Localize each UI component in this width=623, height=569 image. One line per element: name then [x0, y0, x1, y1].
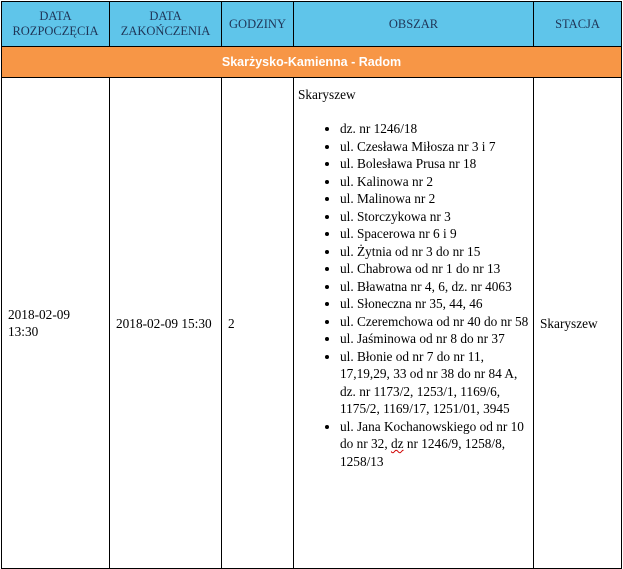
- station-cell: Skaryszew: [534, 78, 622, 569]
- hours-cell: 2: [222, 78, 294, 569]
- end-date-cell: 2018-02-09 15:30: [110, 78, 222, 569]
- street-text-before: ul. Jana Kochanowskiego od nr 10 do nr 32,: [340, 418, 524, 451]
- list-item: • ul. Czeremchowa od nr 40 do nr 58: [340, 313, 529, 331]
- list-item: • ul. Storczykowa nr 3: [340, 208, 529, 226]
- start-date-cell: 2018-02-09 13:30: [2, 78, 110, 569]
- area-cell: [294, 78, 534, 569]
- list-item: • ul. Bławatna nr 4, 6, dz. nr 4063: [340, 278, 529, 296]
- list-item: • ul. Spacerowa nr 6 i 9: [340, 225, 529, 243]
- list-item: • ul. Błonie od nr 7 do nr 11, 17,19,29, 33 od nr 38 do nr 84 A, dz. nr 1173/2, 1253/1, 1169/6, 1175/2, 1169/17, 1251/01, 3945: [340, 348, 529, 418]
- header-start-date: DATA ROZPOCZĘCIA: [2, 2, 110, 47]
- header-row: [2, 2, 622, 47]
- header-end-date: DATA ZAKOŃCZENIA: [110, 2, 222, 47]
- header-station: STACJA: [534, 2, 622, 47]
- list-item: • ul. Bolesława Prusa nr 18: [340, 155, 529, 173]
- list-item: • ul. Słoneczna nr 35, 44, 46: [340, 295, 529, 313]
- list-item: • ul. Kalinowa nr 2: [340, 173, 529, 191]
- street-list: [298, 120, 529, 470]
- area-title: Skaryszew: [298, 87, 356, 102]
- header-hours: GODZINY: [222, 2, 294, 47]
- header-area: OBSZAR: [294, 2, 534, 47]
- list-item: • ul. Jaśminowa od nr 8 do nr 37: [340, 330, 529, 348]
- table-row: [2, 78, 622, 569]
- list-item: [340, 418, 529, 471]
- list-item: • dz. nr 1246/18: [340, 120, 529, 138]
- list-item: • ul. Chabrowa od nr 1 do nr 13: [340, 260, 529, 278]
- list-item: • ul. Malinowa nr 2: [340, 190, 529, 208]
- misspelled-word: dz: [390, 436, 404, 451]
- section-row: [2, 47, 622, 78]
- schedule-table: [1, 1, 622, 569]
- list-item: • ul. Żytnia od nr 3 do nr 15: [340, 243, 529, 261]
- street-text-after: nr 1246/9, 1258/8, 1258/13: [340, 436, 506, 469]
- section-title: Skarżysko-Kamienna - Radom: [2, 47, 622, 78]
- list-item: • ul. Czesława Miłosza nr 3 i 7: [340, 138, 529, 156]
